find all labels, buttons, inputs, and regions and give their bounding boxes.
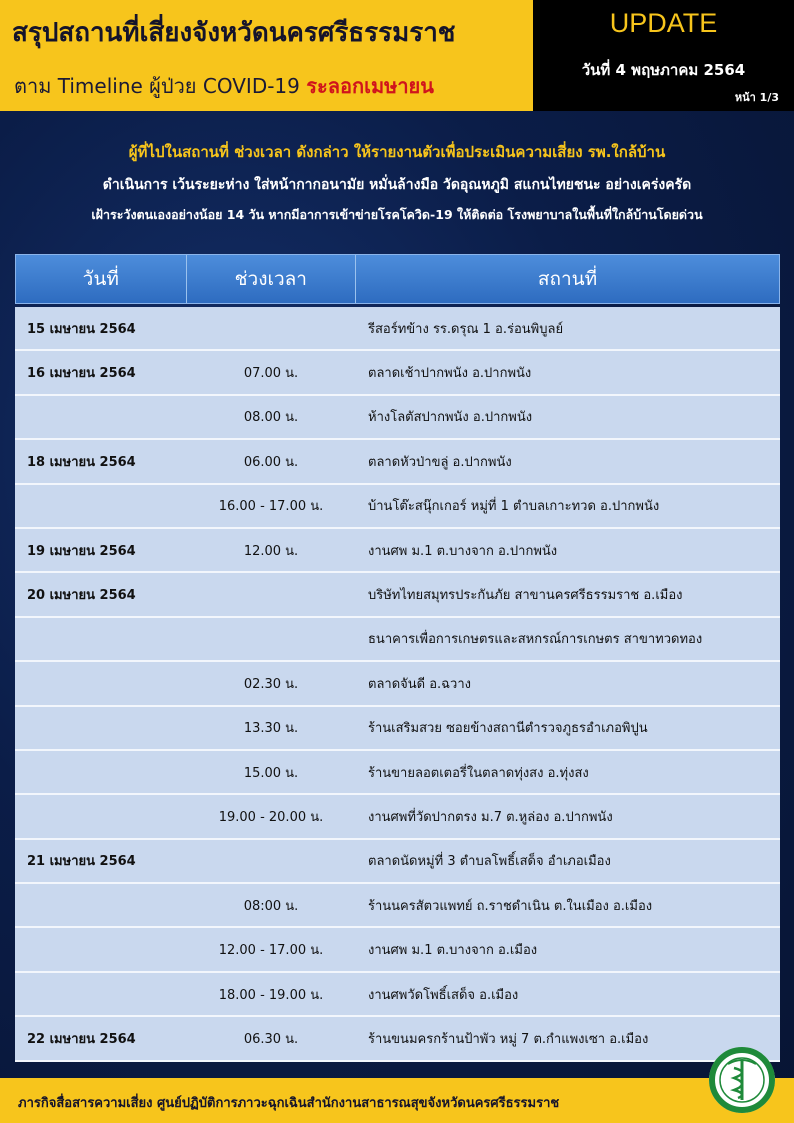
row-place: ตลาดหัวป่าขลู่ อ.ปากพนัง bbox=[368, 454, 512, 470]
row-time: 15.00 น. bbox=[243, 765, 299, 781]
row-place: ธนาคารเพื่อการเกษตรและสหกรณ์การเกษตร สาขาทวดทอง bbox=[368, 632, 703, 648]
table-row bbox=[15, 662, 780, 706]
row-date: 15 เมษายน 2564 bbox=[27, 321, 136, 337]
row-time: 16.00 - 17.00 น. bbox=[218, 499, 324, 515]
row-place: ตลาดเช้าปากพนัง อ.ปากพนัง bbox=[368, 366, 532, 382]
table-row bbox=[15, 1017, 780, 1061]
table-row bbox=[15, 396, 780, 440]
header-banner bbox=[0, 0, 533, 111]
table-row bbox=[15, 573, 780, 617]
row-time bbox=[186, 618, 356, 660]
row-place: งานศพที่วัดปากตรง ม.7 ต.หูล่อง อ.ปากพนัง bbox=[368, 809, 613, 825]
footer-banner bbox=[0, 1078, 794, 1123]
row-date bbox=[15, 795, 186, 837]
table-row bbox=[15, 840, 780, 884]
subtitle-prefix: ตาม Timeline ผู้ป่วย COVID-19 bbox=[14, 74, 300, 98]
update-panel bbox=[533, 0, 794, 111]
row-date bbox=[15, 396, 186, 438]
row-place: ร้านขายลอตเตอรี่ในตลาดทุ่งสง อ.ทุ่งสง bbox=[368, 765, 589, 781]
row-place: ร้านนครสัตวแพทย์ ถ.ราชดำเนิน ต.ในเมือง อ.เมือง bbox=[368, 898, 653, 914]
row-date bbox=[15, 884, 186, 926]
table-row bbox=[15, 751, 780, 795]
row-time: 08:00 น. bbox=[243, 898, 299, 914]
row-place: บริษัทไทยสมุทรประกันภัย สาขานครศรีธรรมราช อ.เมือง bbox=[368, 588, 683, 604]
table-row bbox=[15, 795, 780, 839]
header-place: สถานที่ bbox=[537, 268, 598, 290]
table-row bbox=[15, 973, 780, 1017]
row-date: 20 เมษายน 2564 bbox=[27, 588, 136, 604]
row-time: 07.00 น. bbox=[243, 366, 299, 382]
row-time: 06.30 น. bbox=[243, 1031, 299, 1047]
row-time: 13.30 น. bbox=[243, 721, 299, 737]
row-place: งานศพ ม.1 ต.บางจาก อ.ปากพนัง bbox=[368, 543, 558, 559]
header-time: ช่วงเวลา bbox=[187, 255, 357, 303]
row-date: 18 เมษายน 2564 bbox=[27, 454, 136, 470]
page-subtitle bbox=[14, 70, 529, 102]
table-body bbox=[15, 307, 780, 1062]
row-time bbox=[186, 307, 356, 349]
page-title: สรุปสถานที่เสี่ยงจังหวัดนครศรีธรรมราช bbox=[12, 18, 456, 48]
table-row bbox=[15, 307, 780, 351]
row-time bbox=[186, 573, 356, 615]
row-time: 18.00 - 19.00 น. bbox=[218, 987, 324, 1003]
ministry-of-public-health-seal-icon bbox=[708, 1046, 776, 1114]
row-date bbox=[15, 485, 186, 527]
row-place: รีสอร์ทข้าง รร.ดรุณ 1 อ.ร่อนพิบูลย์ bbox=[368, 321, 564, 337]
row-time bbox=[186, 840, 356, 882]
table-row bbox=[15, 529, 780, 573]
update-label: UPDATE bbox=[609, 8, 718, 38]
row-date bbox=[15, 928, 186, 970]
row-date: 16 เมษายน 2564 bbox=[27, 366, 136, 382]
row-place: ตลาดจันดี อ.ฉวาง bbox=[368, 676, 471, 692]
row-place: ห้างโลตัสปากพนัง อ.ปากพนัง bbox=[368, 410, 533, 426]
footer-text: ภารกิจสื่อสารความเสี่ยง ศูนย์ปฏิบัติการภาวะฉุกเฉินสำนักงานสาธารณสุขจังหวัดนครศรีธรรมราช bbox=[18, 1096, 560, 1111]
row-time: 12.00 - 17.00 น. bbox=[218, 943, 324, 959]
table-row bbox=[15, 351, 780, 395]
row-date: 19 เมษายน 2564 bbox=[27, 543, 136, 559]
row-place: บ้านโต๊ะสนุ๊กเกอร์ หมู่ที่ 1 ตำบลเกาะทวด อ.ปากพนัง bbox=[368, 499, 660, 515]
row-date bbox=[15, 707, 186, 749]
row-date bbox=[15, 662, 186, 704]
notice-line-2: ดำเนินการ เว้นระยะห่าง ใส่หน้ากากอนามัย หมั่นล้างมือ วัดอุณหภูมิ สแกนไทยชนะ อย่างเคร่งครัด bbox=[102, 177, 692, 193]
row-date: 22 เมษายน 2564 bbox=[27, 1031, 136, 1047]
row-place: งานศพ ม.1 ต.บางจาก อ.เมือง bbox=[368, 943, 538, 959]
row-time: 02.30 น. bbox=[243, 676, 299, 692]
table-header bbox=[15, 254, 780, 304]
row-time: 19.00 - 20.00 น. bbox=[218, 809, 324, 825]
table-row bbox=[15, 440, 780, 484]
notice-line-3: เฝ้าระวังตนเองอย่างน้อย 14 วัน หากมีอาการเข้าข่ายโรคโควิด-19 ให้ติดต่อ โรงพยาบาลในพื้นที่ใกล้บ้านโดยด่วน bbox=[91, 207, 703, 222]
row-place: งานศพวัดโพธิ์เสด็จ อ.เมือง bbox=[368, 987, 519, 1003]
row-date bbox=[15, 751, 186, 793]
row-time: 12.00 น. bbox=[243, 543, 299, 559]
row-place: ตลาดนัดหมู่ที่ 3 ตำบลโพธิ์เสด็จ อำเภอเมือง bbox=[368, 854, 611, 870]
row-time: 06.00 น. bbox=[243, 454, 299, 470]
table-row bbox=[15, 485, 780, 529]
notice-line-1: ผู้ที่ไปในสถานที่ ช่วงเวลา ดังกล่าว ให้รายงานตัวเพื่อประเมินความเสี่ยง รพ.ใกล้บ้าน bbox=[128, 143, 666, 161]
subtitle-highlight: ระลอกเมษายน bbox=[306, 74, 434, 98]
row-date bbox=[15, 618, 186, 660]
row-date: 21 เมษายน 2564 bbox=[27, 854, 136, 870]
table-row bbox=[15, 928, 780, 972]
risk-locations-table bbox=[15, 254, 780, 1062]
header-date: วันที่ bbox=[16, 255, 187, 303]
table-row bbox=[15, 884, 780, 928]
row-time: 08.00 น. bbox=[243, 410, 299, 426]
row-place: ร้านขนมครกร้านป้าพัว หมู่ 7 ต.กำแพงเซา อ.เมือง bbox=[368, 1031, 649, 1047]
row-place: ร้านเสริมสวย ซอยข้างสถานีตำรวจภูธรอำเภอพิปูน bbox=[368, 721, 648, 737]
page-number: หน้า 1/3 bbox=[734, 91, 779, 104]
update-date: วันที่ 4 พฤษภาคม 2564 bbox=[581, 61, 746, 79]
table-row bbox=[15, 707, 780, 751]
table-row bbox=[15, 618, 780, 662]
row-date bbox=[15, 973, 186, 1015]
